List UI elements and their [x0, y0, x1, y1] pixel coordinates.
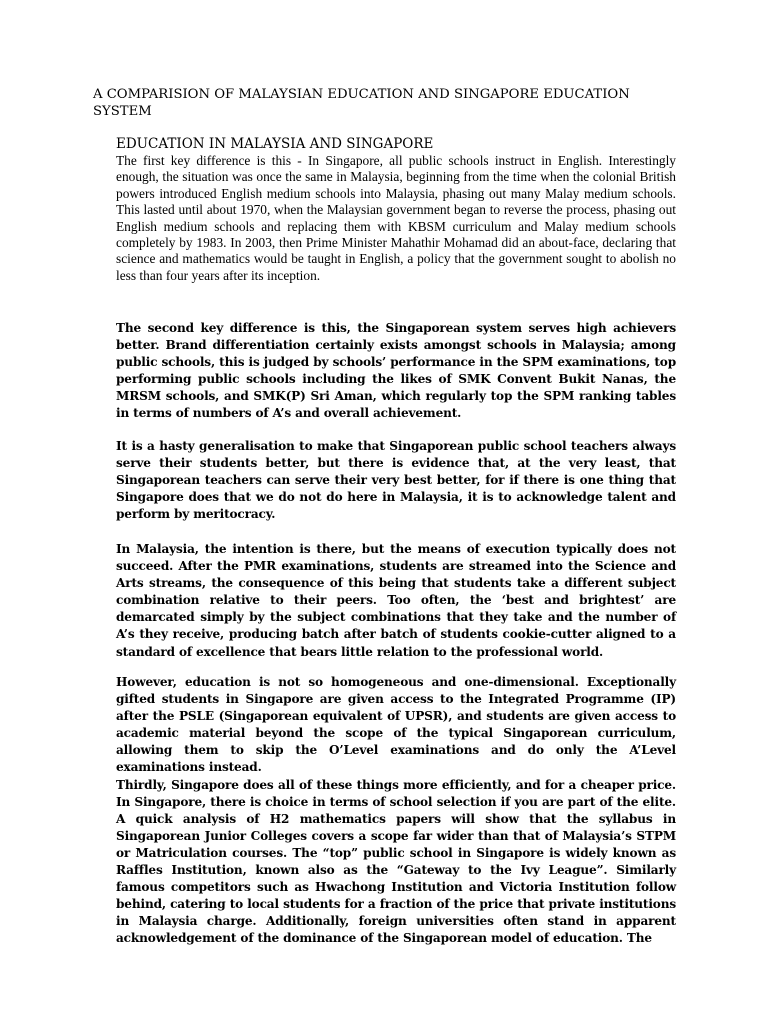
document-title: A COMPARISION OF MALAYSIAN EDUCATION AND SINGAPORE EDUCATION SYSTEM: [93, 87, 630, 119]
paragraph-teachers-meritocracy: It is a hasty generalisation to make that Singaporean public school teachers always serve their students better, but there is evidence that, at the very least, that Singaporean teachers can serve their very best better, for if there is one thing that Singapore does that we do not do here in Malaysia, it is to acknowledge talent and perform by meritocracy.: [116, 439, 676, 522]
paragraph-high-achievers: The second key difference is this, the Singaporean system serves high achievers better. Brand differentiation certainly exists amongst schools in Malaysia; among public schools, this is judged by schools’ performance in the SPM examinations, top performing public schools including the likes of SMK Convent Bukit Nanas, the MRSM schools, and SMK(P) Sri Aman, which regularly top the SPM ranking tables in terms of numbers of A’s and overall achievement.: [116, 321, 676, 421]
paragraph-gifted-and-efficiency: However, education is not so homogeneous and one-dimensional. Exceptionally gifted students in Singapore are given access to the Integrated Programme (IP) after the PSLE (Singaporean equivalent of UPSR), and students are given access to academic material beyond the scope of the typical Singaporean curriculum, allowing them to skip the O’Level examinations and do only the A’Level examinations instead. Thirdly, Singapore does all of these things more efficiently, and for a cheaper price. In Singapore, there is choice in terms of school selection if you are part of the elite. A quick analysis of H2 mathematics papers will show that the syllabus in Singaporean Junior Colleges covers a scope far wider than that of Malaysia’s STPM or Matriculation courses. The “top” public school in Singapore is widely known as Raffles Institution, known also as the “Gateway to the Ivy League”. Similarly famous competitors such as Hwachong Institution and Victoria Institution follow behind, catering to local students for a fraction of the price that private institutions in Malaysia charge. Additionally, foreign universities often stand in apparent acknowledgement of the dominance of the Singaporean model of education. The: [116, 675, 676, 946]
section-heading: EDUCATION IN MALAYSIA AND SINGAPORE: [116, 136, 434, 152]
paragraph-language-of-instruction: The first key difference is this - In Singapore, all public schools instruct in English. Interestingly enough, the situation was once the same in Malaysia, beginning from the time when the colonial British powers introduced English medium schools into Malaysia, phasing out many Malay medium schools. This lasted until about 1970, when the Malaysian government began to reverse the process, phasing out English medium schools and replacing them with KBSM curriculum and Malay medium schools completely by 1983. In 2003, then Prime Minister Mahathir Mohamad did an about-face, declaring that science and mathematics would be taught in English, a policy that the government sought to abolish no less than four years after its inception.: [116, 153, 676, 283]
paragraph-streaming: In Malaysia, the intention is there, but the means of execution typically does not succeed. After the PMR examinations, students are streamed into the Science and Arts streams, the consequence of this being that students take a different subject combination relative to their peers. Too often, the ‘best and brightest’ are demarcated simply by the subject combinations that they take and the number of A’s they receive, producing batch after batch of students cookie-cutter aligned to a standard of excellence that bears little relation to the professional world.: [116, 542, 676, 659]
